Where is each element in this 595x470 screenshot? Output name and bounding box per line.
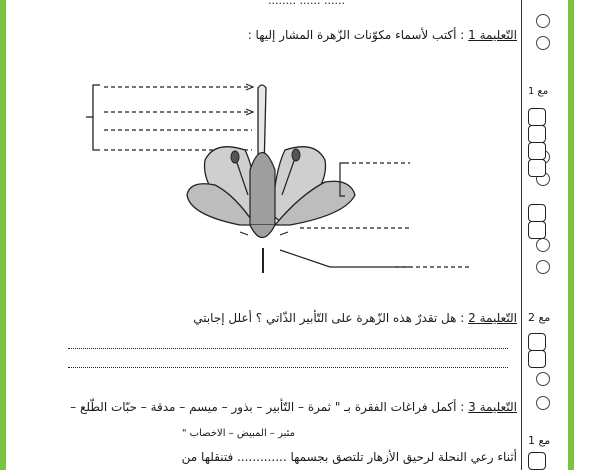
score-box-1d[interactable]: [528, 159, 546, 177]
score-box-1f[interactable]: [528, 221, 546, 239]
score-box-1e[interactable]: [528, 204, 546, 222]
score-box-1c[interactable]: [528, 142, 546, 160]
instruction-1-label: التّعليمة 1: [468, 28, 517, 42]
answer-line-2[interactable]: [68, 367, 508, 368]
score-box-2b[interactable]: [528, 350, 546, 368]
score-mark-3: مع 1: [528, 434, 551, 447]
score-box-1b[interactable]: [528, 125, 546, 143]
paragraph-start: أثناء رعي النحلة لرحيق الأزهار تلتصق بجسمها ............. فتنقلها من: [181, 450, 517, 464]
instruction-3-label: التّعليمة 3: [468, 400, 517, 414]
top-line-fragment: ...... ...... ........: [268, 0, 345, 7]
score-box-2a[interactable]: [528, 333, 546, 351]
answer-line-1[interactable]: [68, 348, 508, 349]
score-mark-2: مع 2: [528, 311, 551, 324]
instruction-2: [193, 311, 517, 325]
instruction-3-text: : أكمل فراغات الفقرة بـ " ثمرة – التّأبير – بذور – ميسم – مدقة – حبّات الطّلع –: [70, 400, 465, 414]
instruction-2-text: : هل تقدرٌ هذه الزّهرة على التّأبير الذّاتي ؟ أعلل إجابتي: [193, 311, 465, 325]
score-mark-1: مع 1: [528, 86, 549, 97]
score-box-1a[interactable]: [528, 108, 546, 126]
score-box-3a[interactable]: [528, 452, 546, 470]
instruction-2-label: التّعليمة 2: [468, 311, 517, 325]
instruction-3: [70, 400, 517, 414]
instruction-1-text: : أكتب لأسماء مكوّنات الزّهرة المشار إليها :: [247, 28, 465, 42]
instruction-3-word-list: مئبر – المبيض – الاخصاب ": [181, 428, 295, 439]
ovary-area: [250, 153, 275, 226]
